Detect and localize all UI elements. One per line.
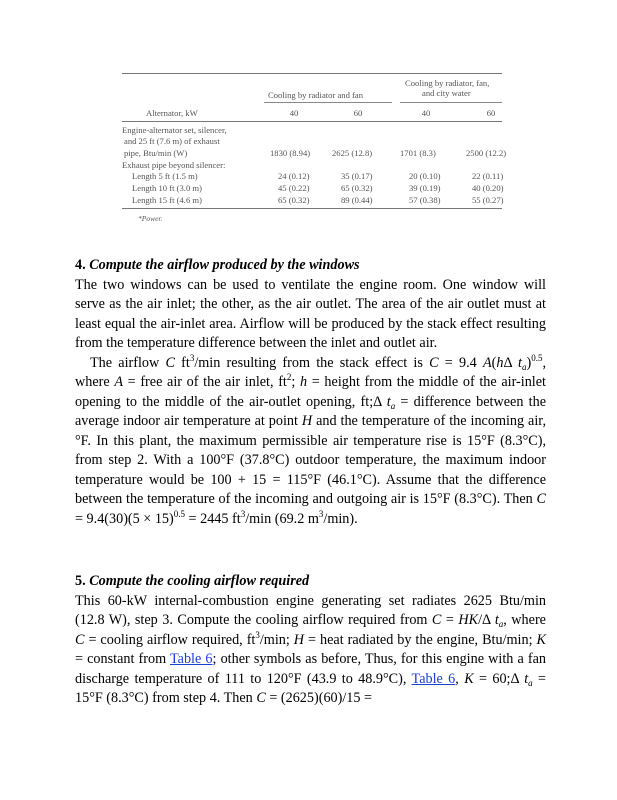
alternator-label: Alternator, kW bbox=[146, 108, 198, 118]
table-6-link[interactable]: Table 6 bbox=[169, 651, 213, 667]
kw-value: 60 bbox=[486, 108, 496, 118]
section-5-heading bbox=[75, 572, 546, 592]
table-header-rule bbox=[122, 121, 502, 122]
table-cell: 45 (0.22) bbox=[278, 183, 310, 193]
group-header-radiator-fan-water-line1: Cooling by radiator, fan, bbox=[405, 78, 490, 88]
table-cell: 2625 (12.8) bbox=[332, 148, 373, 158]
table-cell: 57 (0.38) bbox=[409, 195, 441, 205]
group-header-radiator-fan: Cooling by radiator and fan bbox=[268, 90, 363, 100]
table-bottom-rule bbox=[122, 208, 502, 209]
row-label: Engine-alternator set, silencer, bbox=[122, 125, 227, 135]
row-label: and 25 ft (7.6 m) of exhaust bbox=[124, 136, 220, 146]
section-5-paragraph: This 60-kW internal-combustion engine generating set radiates 2625 Btu/min (12.8 W), step 3. Compute the cooling airflow required from C = HK/Δ $t_a$, where C = cooling airflow required, $ft^3/\min$; H = heat radiated by the engine, Btu/min; K = constant from Table 6; other symbols as before, Thus, for this engine with a fan discharge temperature of 111 to 120°F (43.9 to 48.9°C), Table 6, K = 60;Δ $t_a = 15^\circ F$ (8.3°C) from step 4. Then C = (2625)(60)/15 = bbox=[75, 592, 547, 706]
group-rule-radiator-fan-water bbox=[400, 102, 502, 103]
row-label: Exhaust pipe beyond silencer: bbox=[122, 160, 226, 170]
group-header-radiator-fan-water-line2: and city water bbox=[422, 88, 471, 98]
table-cell: 20 (0.10) bbox=[409, 171, 441, 181]
row-label: Length 10 ft (3.0 m) bbox=[132, 183, 202, 193]
kw-value: 60 bbox=[353, 108, 363, 118]
table-cell: 2500 (12.2) bbox=[466, 148, 507, 158]
table-cell: 1701 (8.3) bbox=[400, 148, 436, 158]
table-cell: 89 (0.44) bbox=[341, 195, 373, 205]
row-label: Length 5 ft (1.5 m) bbox=[132, 171, 198, 181]
section-4-heading bbox=[75, 256, 546, 276]
table-cell: 65 (0.32) bbox=[278, 195, 310, 205]
row-label: pipe, Btu/min (W) bbox=[124, 148, 188, 158]
section-5-number: 5. bbox=[75, 573, 86, 589]
kw-value: 40 bbox=[289, 108, 299, 118]
table-footnote: *Power. bbox=[138, 214, 163, 223]
section-5-title: Compute the cooling airflow required bbox=[89, 573, 310, 589]
section-4-paragraph-2: The airflow C $ft^3/\min$ resulting from the stack effect is C = 9.4 A(hΔ $t_a)^{0.5}$, where A = free air of the air inlet, $ft^2$; h = height from the middle of the air-inlet opening to the middle of the air-outlet opening, ft;Δ $t_a$ = difference between the average indoor air temperature at point H and the temperature of the incoming air,°F. In this plant, the maximum permissible air temperature rise is 15°F (8.3°C), from step 2. With a 100°F (37.8°C) outdoor temperature, the maximum indoor temperature would be 100 + 15 = 115°F (46.1°C). Assume that the difference between the temperature of the incoming and outgoing air is 15°F (8.3°C). Then $C = 9.4(30)(5 \times 15)^{0.5} = 2445$ $ft^3/\min$ (69.2 $m^3/\min$). bbox=[75, 352, 546, 527]
section-4-paragraph-1: The two windows can be used to ventilate the engine room. One window will serve as the air inlet; the other, as the air outlet. The area of the air outlet must at least equal the air-inlet area. Airflow will be produced by the stack effect resulting from the temperature difference between the inlet and outlet air. bbox=[75, 276, 546, 351]
table-cell: 65 (0.32) bbox=[341, 183, 373, 193]
section-4 bbox=[75, 256, 546, 529]
table-cell: 40 (0.20) bbox=[472, 183, 504, 193]
table-cell: 24 (0.12) bbox=[278, 171, 310, 181]
section-5 bbox=[75, 572, 546, 709]
section-4-number: 4. bbox=[75, 257, 86, 273]
table-cell: 35 (0.17) bbox=[341, 171, 373, 181]
group-rule-radiator-fan bbox=[264, 102, 392, 103]
table-top-rule bbox=[122, 73, 502, 74]
table-cell: 1830 (8.94) bbox=[270, 148, 311, 158]
section-4-title: Compute the airflow produced by the windows bbox=[89, 257, 360, 273]
row-label: Length 15 ft (4.6 m) bbox=[132, 195, 202, 205]
table-cell: 55 (0.27) bbox=[472, 195, 504, 205]
table-cell: 22 (0.11) bbox=[472, 171, 504, 181]
table-6-link[interactable]: Table 6 bbox=[411, 670, 456, 687]
kw-value: 40 bbox=[421, 108, 431, 118]
table-cell: 39 (0.19) bbox=[409, 183, 441, 193]
